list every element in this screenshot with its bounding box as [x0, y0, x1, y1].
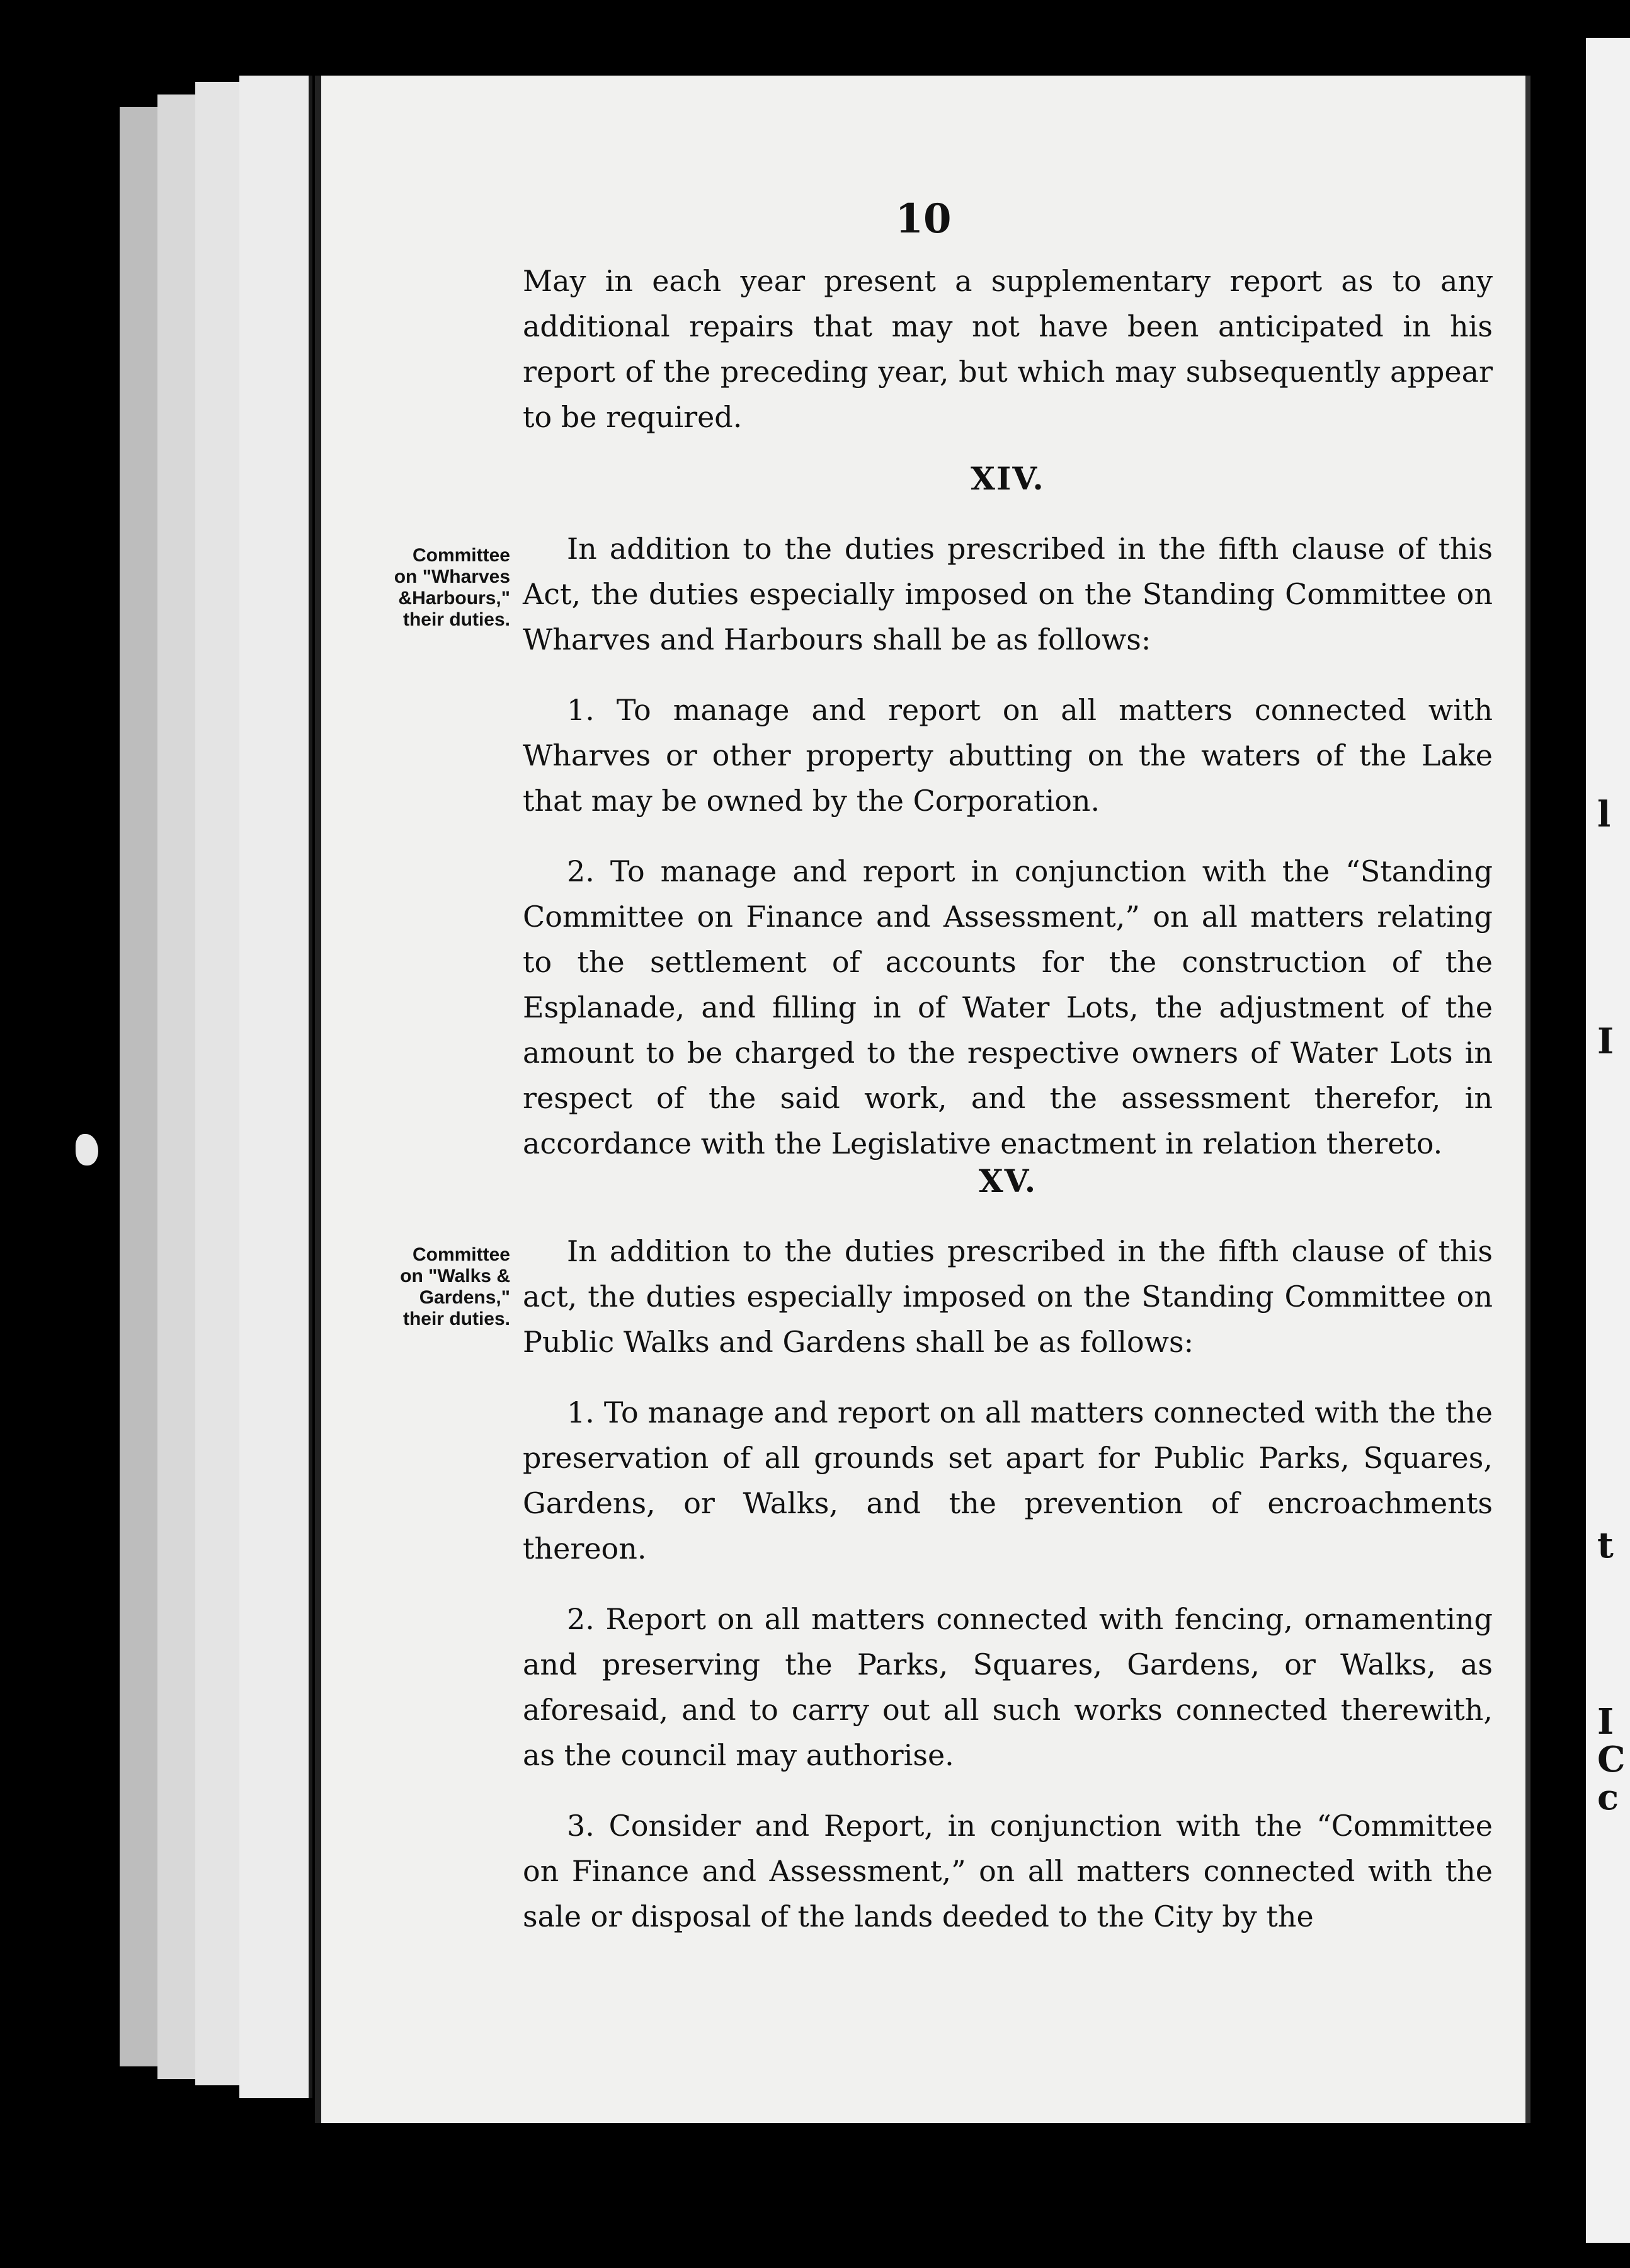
margin-note-line: Committee — [412, 545, 510, 566]
section-xiv-body — [523, 526, 1493, 1166]
list-item: 1. To manage and report on all matters connected with Wharves or other property abutting on the waters of the Lake that may be owned by the Corporation. — [523, 693, 1493, 818]
margin-note-wharves — [359, 545, 510, 631]
intro-paragraph — [523, 258, 1493, 440]
adjacent-page-glyph: I — [1597, 1021, 1614, 1062]
list-item: 3. Consider and Report, in conjunction with the “Committee on Finance and Assessment,” on all matters connected with the sale or disposal of the lands deeded to the City by the — [523, 1809, 1493, 1933]
margin-note-line: their duties. — [402, 1309, 510, 1329]
margin-note-walks — [359, 1244, 510, 1330]
page-number: 10 — [895, 195, 952, 243]
adjacent-page-glyph: C — [1597, 1739, 1626, 1780]
margin-note-line: on "Wharves — [394, 566, 510, 587]
list-item: 1. To manage and report on all matters connected with the the preservation of all grounds set apart for Public Parks, Squares, Gardens, or Walks, and the prevention of encroachments thereon. — [523, 1395, 1493, 1566]
section-intro: In addition to the duties prescribed in the fifth clause of this act, the duties especially imposed on the Standing Committee on Public Walks and Gardens shall be as follows: — [523, 1234, 1493, 1359]
list-item: 2. To manage and report in conjunction with the “Standing Committee on Finance and Assessment,” on all matters relating to the settlement of accounts for the construction of the Esplanade, and filling in of Water Lots, the adjustment of the amount to be charged to the respective owners of Water Lots in respect of the said work, and the assessment therefor, in accordance with the Legislative enactment in relation thereto. — [523, 854, 1493, 1160]
paragraph-text: May in each year present a supplementary report as to any additional repairs that may not have been anticipated in his report of the preceding year, but which may subsequently appear to be required. — [523, 264, 1493, 434]
margin-note-line: Committee — [412, 1244, 510, 1265]
document-page — [315, 76, 1530, 2123]
section-heading-xiv: XIV. — [971, 460, 1045, 497]
book-page-edge — [239, 76, 312, 2098]
section-heading-xv: XV. — [978, 1162, 1037, 1200]
margin-note-line: Gardens," — [419, 1287, 510, 1308]
list-item: 2. Report on all matters connected with fencing, ornamenting and preserving the Parks, Squares, Gardens, or Walks, as aforesaid, and to carry out all such works connected therewith, as the council may authorise. — [523, 1602, 1493, 1772]
adjacent-page-glyph: t — [1597, 1525, 1614, 1566]
adjacent-page-glyph: c — [1597, 1777, 1619, 1818]
adjacent-page-glyph: l — [1597, 794, 1611, 835]
adjacent-page-strip — [1586, 38, 1630, 2243]
section-xv-body — [523, 1228, 1493, 1939]
margin-note-line: on "Walks & — [400, 1266, 510, 1286]
adjacent-page-glyph: I — [1597, 1701, 1614, 1743]
margin-note-line: their duties. — [402, 609, 510, 630]
margin-note-line: &Harbours," — [398, 588, 510, 609]
scan-smudge — [76, 1134, 98, 1166]
section-intro: In addition to the duties prescribed in the fifth clause of this Act, the duties especially imposed on the Standing Committee on Wharves and Harbours shall be as follows: — [523, 532, 1493, 656]
